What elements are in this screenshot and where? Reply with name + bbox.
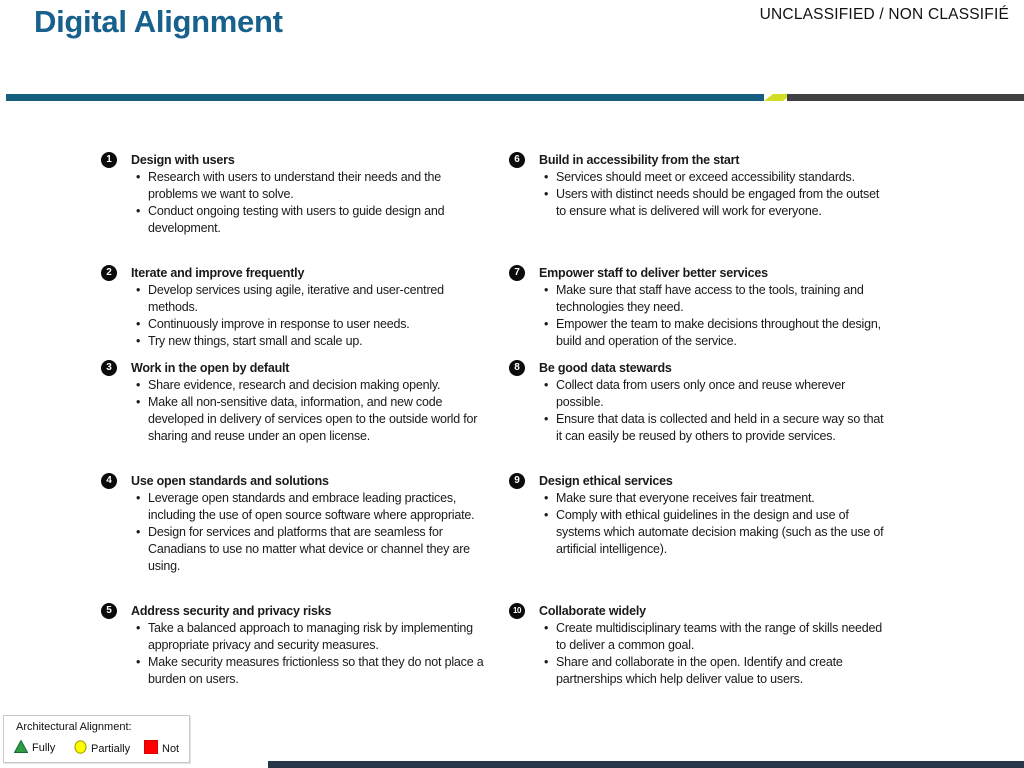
principle-heading: Use open standards and solutions xyxy=(131,474,329,488)
not-square-icon xyxy=(144,740,158,757)
bullet-text: Develop services using agile, iterative and user-centred methods. xyxy=(148,283,444,314)
bullet-item xyxy=(131,169,489,203)
bullet-text: Users with distinct needs should be engaged from the outset to ensure what is delivered will work for everyone. xyxy=(556,187,880,218)
bullet-icon xyxy=(136,203,148,237)
bullet-text: Ensure that data is collected and held in a secure way so that it can easily be reused by others to provide services. xyxy=(556,412,884,443)
bullet-text: Empower the team to make decisions throughout the design, build and operation of the service. xyxy=(556,317,881,348)
bullet-item xyxy=(131,333,489,350)
bullet-icon xyxy=(136,282,148,316)
principle-item-7 xyxy=(509,265,891,350)
fully-triangle-icon xyxy=(14,740,28,756)
bullet-text: Create multidisciplinary teams with the range of skills needed to deliver a common goal. xyxy=(556,621,882,652)
principle-item-9 xyxy=(509,473,891,558)
bullet-text: Share evidence, research and decision making openly. xyxy=(148,378,441,392)
bullet-icon xyxy=(544,186,556,220)
number-badge: 5 xyxy=(101,603,117,619)
bullet-text: Take a balanced approach to managing risk by implementing appropriate privacy and security measures. xyxy=(148,621,473,652)
bullet-item xyxy=(131,620,489,654)
bullet-icon xyxy=(544,377,556,411)
divider-teal-segment xyxy=(6,94,764,101)
footer-bar xyxy=(268,761,1024,768)
principle-heading: Build in accessibility from the start xyxy=(539,153,740,167)
bullet-item xyxy=(131,316,489,333)
bullet-item xyxy=(539,169,891,186)
header-divider xyxy=(6,94,1024,101)
legend-row xyxy=(14,740,184,756)
bullet-item xyxy=(131,394,489,445)
legend-entry-not xyxy=(144,740,179,757)
number-badge: 8 xyxy=(509,360,525,376)
bullet-item xyxy=(131,282,489,316)
bullet-item xyxy=(539,490,891,507)
bullet-item xyxy=(539,186,891,220)
architectural-alignment-legend xyxy=(3,715,190,763)
page-title: Digital Alignment xyxy=(34,4,283,39)
number-badge: 2 xyxy=(101,265,117,281)
principle-heading: Design with users xyxy=(131,153,235,167)
principle-item-8 xyxy=(509,360,891,445)
number-badge: 10 xyxy=(509,603,525,619)
bullet-icon xyxy=(136,620,148,654)
principle-item-5 xyxy=(101,603,489,688)
bullet-icon xyxy=(544,507,556,558)
bullet-icon xyxy=(544,654,556,688)
bullet-item xyxy=(539,507,891,558)
legend-entry-fully xyxy=(14,740,55,756)
principle-heading: Work in the open by default xyxy=(131,361,290,375)
bullet-text: Share and collaborate in the open. Identify and create partnerships which help deliver value to users. xyxy=(556,655,843,686)
number-badge: 7 xyxy=(509,265,525,281)
bullet-text: Continuously improve in response to user needs. xyxy=(148,317,410,331)
principle-item-2 xyxy=(101,265,489,350)
principle-heading: Empower staff to deliver better services xyxy=(539,266,768,280)
bullet-text: Comply with ethical guidelines in the design and use of systems which automate decision making (such as the use of artificial intelligence). xyxy=(556,508,884,556)
bullet-text: Collect data from users only once and reuse wherever possible. xyxy=(556,378,846,409)
bullet-text: Make security measures frictionless so that they do not place a burden on users. xyxy=(148,655,484,686)
principle-heading: Be good data stewards xyxy=(539,361,672,375)
number-badge: 9 xyxy=(509,473,525,489)
bullet-item xyxy=(131,490,489,524)
bullet-icon xyxy=(136,654,148,688)
bullet-item xyxy=(131,203,489,237)
bullet-icon xyxy=(136,490,148,524)
bullet-text: Research with users to understand their needs and the problems we want to solve. xyxy=(148,170,442,201)
bullet-text: Leverage open standards and embrace leading practices, including the use of open source software where appropriate. xyxy=(148,491,475,522)
bullet-icon xyxy=(136,169,148,203)
divider-gray-segment xyxy=(787,94,1024,101)
principle-item-10 xyxy=(509,603,891,688)
bullet-icon xyxy=(544,490,556,507)
bullet-icon xyxy=(136,524,148,575)
bullet-icon xyxy=(544,411,556,445)
number-badge: 3 xyxy=(101,360,117,376)
number-badge: 4 xyxy=(101,473,117,489)
bullet-item xyxy=(539,316,891,350)
bullet-text: Design for services and platforms that are seamless for Canadians to use no matter what device or channel they are using. xyxy=(148,525,470,573)
principle-heading: Address security and privacy risks xyxy=(131,604,332,618)
legend-label: Partially xyxy=(91,742,131,755)
bullet-text: Services should meet or exceed accessibility standards. xyxy=(556,170,855,184)
bullet-icon xyxy=(136,333,148,350)
bullet-item xyxy=(131,524,489,575)
bullet-item xyxy=(539,377,891,411)
bullet-icon xyxy=(136,394,148,445)
legend-entry-partially xyxy=(74,740,130,757)
bullet-icon xyxy=(544,282,556,316)
principle-item-1 xyxy=(101,152,489,237)
bullet-icon xyxy=(544,169,556,186)
bullet-icon xyxy=(544,620,556,654)
bullet-item xyxy=(539,282,891,316)
legend-title: Architectural Alignment: xyxy=(16,721,132,733)
bullet-text: Make all non-sensitive data, information, and new code developed in delivery of services open to the outside world for sharing and reuse under an open license. xyxy=(148,395,478,443)
bullet-icon xyxy=(136,377,148,394)
principle-heading: Collaborate widely xyxy=(539,604,646,618)
bullet-icon xyxy=(544,316,556,350)
principle-item-4 xyxy=(101,473,489,575)
principle-item-6 xyxy=(509,152,891,220)
legend-label: Fully xyxy=(32,742,56,754)
number-badge: 6 xyxy=(509,152,525,168)
principle-heading: Iterate and improve frequently xyxy=(131,266,305,280)
bullet-item xyxy=(539,620,891,654)
bullet-text: Conduct ongoing testing with users to guide design and development. xyxy=(148,204,445,235)
number-badge: 1 xyxy=(101,152,117,168)
classification-banner: UNCLASSIFIED / NON CLASSIFIÉ xyxy=(759,6,1009,23)
bullet-text: Try new things, start small and scale up. xyxy=(148,334,363,348)
bullet-item xyxy=(539,654,891,688)
bullet-item xyxy=(539,411,891,445)
bullet-item xyxy=(131,654,489,688)
partially-circle-icon xyxy=(74,740,87,757)
principle-item-3 xyxy=(101,360,489,445)
legend-label: Not xyxy=(162,742,180,755)
bullet-text: Make sure that everyone receives fair treatment. xyxy=(556,491,815,505)
bullet-item xyxy=(131,377,489,394)
bullet-icon xyxy=(136,316,148,333)
principle-heading: Design ethical services xyxy=(539,474,673,488)
bullet-text: Make sure that staff have access to the tools, training and technologies they need. xyxy=(556,283,864,314)
